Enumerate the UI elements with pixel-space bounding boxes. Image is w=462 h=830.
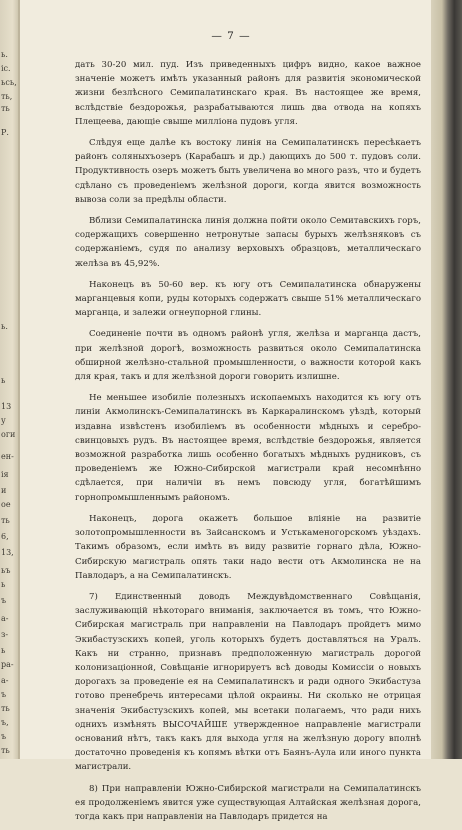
gutter-fragment: ъ: [1, 690, 7, 699]
gutter-fragment: ь: [1, 376, 6, 385]
binding-edge: [431, 0, 462, 759]
gutter-fragment: ъ,: [1, 718, 9, 727]
gutter-fragment: оги: [1, 430, 16, 439]
gutter-fragment: ic.: [1, 64, 11, 73]
gutter-fragment: ое: [1, 500, 11, 509]
gutter-fragment: з-: [1, 630, 9, 639]
gutter-fragment: а-: [1, 614, 9, 623]
gutter-fragment: ен-: [1, 452, 14, 461]
paragraph-1: дать 30-20 мил. пуд. Изъ приведенныхъ цифръ видно, какое важное значеніе можетъ имѣть указанный районъ для развитія экономической жизни безлѣсного Семипалатинскаго края. Въ настоящее же время, вслѣдствіе бездорожья, разрабатываются лишь два отвода на копяхъ Плещеева, дающіе свыше милліона пудовъ угля.: [75, 60, 421, 127]
gutter-fragment: 6,: [1, 532, 9, 541]
paragraph-6: Не меньшее изобиліе полезныхъ ископаемыхъ находится къ югу отъ линіи Акмолинскъ-Семипалатинскъ въ Каркаралинскомъ уѣздѣ, который издавна извѣстенъ изобиліемъ въ особенности мѣдныхъ и серебро-свинцовыхъ рудъ. Въ настоящее время, вслѣдствіе бездорожья, является возможной разработка лишь особенно богатыхъ мѣдныхъ рудниковъ, съ проведеніемъ же Южно-Сибирской магистрали край несомнѣнно сдѣлается, при наличіи въ немъ повсюду угля, богатѣйшимъ горнопромышленнымъ райономъ.: [75, 393, 421, 503]
gutter-fragment: ъ: [1, 596, 7, 605]
gutter-fragment: ь: [1, 580, 6, 589]
gutter-fragment: ть,: [1, 92, 13, 101]
gutter-fragment: ть: [1, 704, 10, 713]
gutter-fragment: ія: [1, 470, 9, 479]
gutter-fragment: 13: [1, 402, 12, 411]
gutter-fragment: а-: [1, 676, 9, 685]
gutter-fragment: ъ: [1, 732, 7, 741]
body-text: [75, 58, 421, 830]
gutter-fragment: ь.: [1, 322, 8, 331]
paragraph-3: Вблизи Семипалатинска линія должна пойти около Семитавскихъ горъ, содержащихъ совершенно нетронутые запасы бурыхъ желѣзняковъ съ содержаніемъ, судя по анализу верховыхъ образцовъ, металлическаго желѣза въ 45,92%.: [75, 216, 421, 269]
gutter-fragment: ть: [1, 104, 10, 113]
page-spine-shadow: [18, 0, 20, 759]
gutter-fragment: ть: [1, 516, 10, 525]
gutter-fragment: и: [1, 486, 7, 495]
gutter-fragment: у: [1, 416, 6, 425]
gutter-fragment: ь: [1, 646, 6, 655]
paragraph-5: Соединеніе почти въ одномъ районѣ угля, желѣза и марганца дастъ, при желѣзной дорогѣ, возможность развиться около Семипалатинска обширной желѣзно-стальной промышленности, о важности которой какъ для края, такъ и для желѣзной дороги говорить излишне.: [75, 329, 421, 383]
paragraph-4: Наконецъ въ 50-60 вер. къ югу отъ Семипалатинска обнаружены марганцевыя копи, руды которыхъ содержатъ свыше 51% металлическаго марганца, и залежи огнеупорной глины.: [75, 279, 421, 319]
gutter-fragment: ьсь,: [1, 78, 17, 87]
gutter-fragment: ь.: [1, 50, 8, 59]
paragraph-9: 8) При направленіи Южно-Сибирской магистрали на Семипалатинскъ ея продолженіемъ явится уже существующая Алтайская желѣзная дорога, тогда какъ при направленіи на Павлодаръ придется на: [75, 783, 421, 822]
paragraph-2: Слѣдуя еще далѣе къ востоку линія на Семипалатинскъ пересѣкаетъ районъ соляныхъозеръ (Карабашъ и др.) дающихъ до 500 т. пудовъ соли. Продуктивность озеръ можетъ быть увеличена во много разъ, что и будетъ сдѣлано съ проведеніемъ желѣзной дороги, когда явится возможность вывоза соли за предѣлы области.: [75, 138, 421, 205]
gutter-fragment: Р.: [1, 128, 9, 137]
gutter-fragment: ть: [1, 746, 10, 755]
gutter-fragment: ра-: [1, 660, 14, 669]
facing-page-gutter: [0, 0, 18, 759]
page-number: — 7 —: [211, 30, 251, 42]
paragraph-7: Наконецъ, дорога окажетъ большое вліяніе на развитіе золотопромышленности въ Зайсанскомъ и Устькаменогорскомъ уѣздахъ. Такимъ образомъ, если имѣть въ виду развитіе горнаго дѣла, Южно-Сибирскую магистраль опять таки надо вести отъ Акмолинска не на Павлодаръ, а на Семипалатинскъ.: [75, 513, 421, 581]
gutter-fragment: ьъ: [1, 566, 11, 575]
paragraph-8: 7) Единственный доводъ Междувѣдомственнаго Совѣщанія, заслуживающій нѣкотораго вниманія, заключается въ томъ, что Южно-Сибирская магистраль при направленіи на Павлодаръ пройдетъ мимо Экибастузскихъ копей, уголь которыхъ будетъ доставляться на Уралъ. Какъ ни странно, признавъ предположенную магистраль дорогой колонизаціонной, Совѣщаніе игнорируетъ всѣ доводы Комиссіи о новыхъ дорогахъ за проведеніе ея на Семипалатинскъ и ради одного Экибастуза готово пренебречь интересами цѣлой окраины. Ни сколько не отрицая значенія Экибастузскихъ копей, мы всетаки полагаемъ, что ради нихъ однихъ измѣнять ВЫСОЧАЙШЕ утвержденное направленіе магистрали оснований нѣтъ, такъ какъ для выхода угля на желѣзную дорогу вполнѣ достаточно проведенія къ копямъ вѣтки отъ Баянъ-Аула или иного пункта магистрали.: [75, 591, 421, 773]
gutter-fragment: 13,: [1, 548, 14, 557]
